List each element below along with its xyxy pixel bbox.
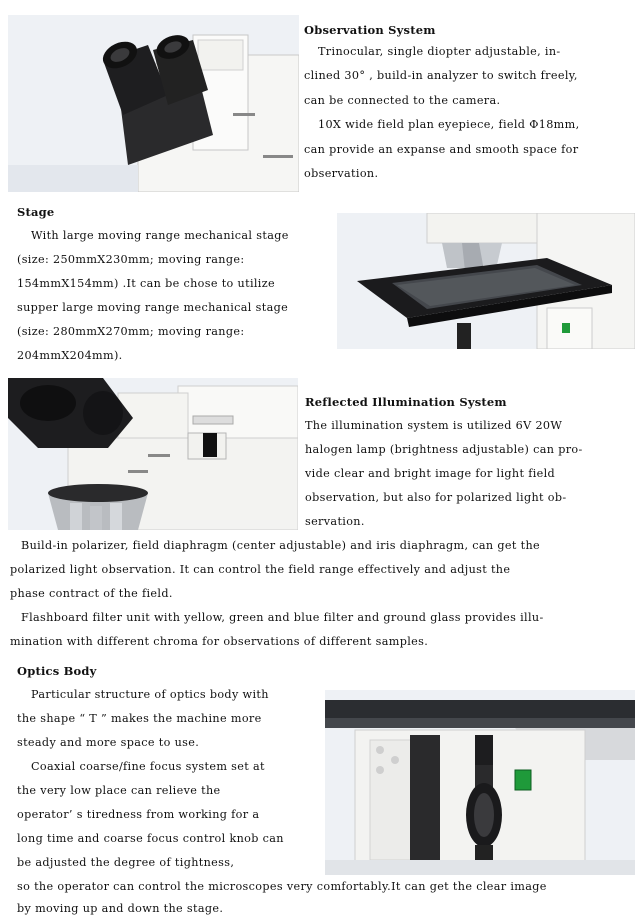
illumination-system-photo xyxy=(8,378,298,530)
optics-body-photo xyxy=(325,690,635,875)
illumination-line-7: polarized light observation. It can control the field range effectively and adjust the xyxy=(10,563,511,576)
illumination-line-1: The illumination system is utilized 6V 20W xyxy=(305,419,563,432)
illumination-line-6: Build-in polarizer, field diaphragm (center adjustable) and iris diaphragm, can get the xyxy=(21,539,540,552)
optics-line-10: by moving up and down the stage. xyxy=(17,902,224,915)
optics-line-3: steady and more space to use. xyxy=(17,736,200,749)
mechanical-stage-photo xyxy=(337,213,635,349)
stage-illustration xyxy=(337,213,635,349)
optics-line-5: the very low place can relieve the xyxy=(17,784,221,797)
stage-line-2: (size: 250mmX230mm; moving range: xyxy=(17,253,245,266)
stage-line-6: 204mmX204mm). xyxy=(17,349,123,362)
optics-line-1: Particular structure of optics body with xyxy=(31,688,269,701)
optics-line-6: operator’ s tiredness from working for a xyxy=(17,808,260,821)
illumination-line-8: phase contract of the field. xyxy=(10,587,173,600)
stage-line-4: supper large moving range mechanical stage xyxy=(17,301,289,314)
observation-line-5: can provide an expanse and smooth space for xyxy=(304,143,579,156)
observation-line-6: observation. xyxy=(304,167,379,180)
optics-line-7: long time and coarse focus control knob can xyxy=(17,832,284,845)
illumination-line-5: servation. xyxy=(305,515,365,528)
optics-line-8: be adjusted the degree of tightness, xyxy=(17,856,235,869)
illumination-line-2: halogen lamp (brightness adjustable) can pro- xyxy=(305,443,583,456)
section-heading-illumination: Reflected Illumination System xyxy=(305,395,507,409)
stage-line-3: 154mmX154mm) .It can be chose to utilize xyxy=(17,277,275,290)
observation-line-3: can be connected to the camera. xyxy=(304,94,501,107)
section-heading-stage: Stage xyxy=(17,205,55,219)
trinocular-head-photo xyxy=(8,15,299,192)
microscope-head-illustration xyxy=(8,15,299,192)
stage-line-1: With large moving range mechanical stage xyxy=(31,229,289,242)
illumination-line-3: vide clear and bright image for light field xyxy=(305,467,556,480)
optics-line-4: Coaxial coarse/fine focus system set at xyxy=(31,760,265,773)
section-heading-observation: Observation System xyxy=(304,23,436,37)
optics-line-2: the shape “ T ” makes the machine more xyxy=(17,712,262,725)
stage-line-5: (size: 280mmX270mm; moving range: xyxy=(17,325,245,338)
optics-body-illustration xyxy=(325,690,635,875)
section-heading-optics: Optics Body xyxy=(17,664,97,678)
optics-line-9: so the operator can control the microscopes very comfortably.It can get the clear image xyxy=(17,880,547,893)
illumination-line-4: observation, but also for polarized light ob- xyxy=(305,491,567,504)
illumination-line-10: mination with different chroma for observations of different samples. xyxy=(10,635,429,648)
illumination-line-9: Flashboard filter unit with yellow, green and blue filter and ground glass provides illu- xyxy=(21,611,544,624)
illumination-illustration xyxy=(8,378,298,530)
observation-line-2: clined 30° , build-in analyzer to switch freely, xyxy=(304,69,578,82)
observation-line-4: 10X wide field plan eyepiece, field Φ18mm, xyxy=(318,118,580,131)
observation-line-1: Trinocular, single diopter adjustable, in- xyxy=(318,45,561,58)
